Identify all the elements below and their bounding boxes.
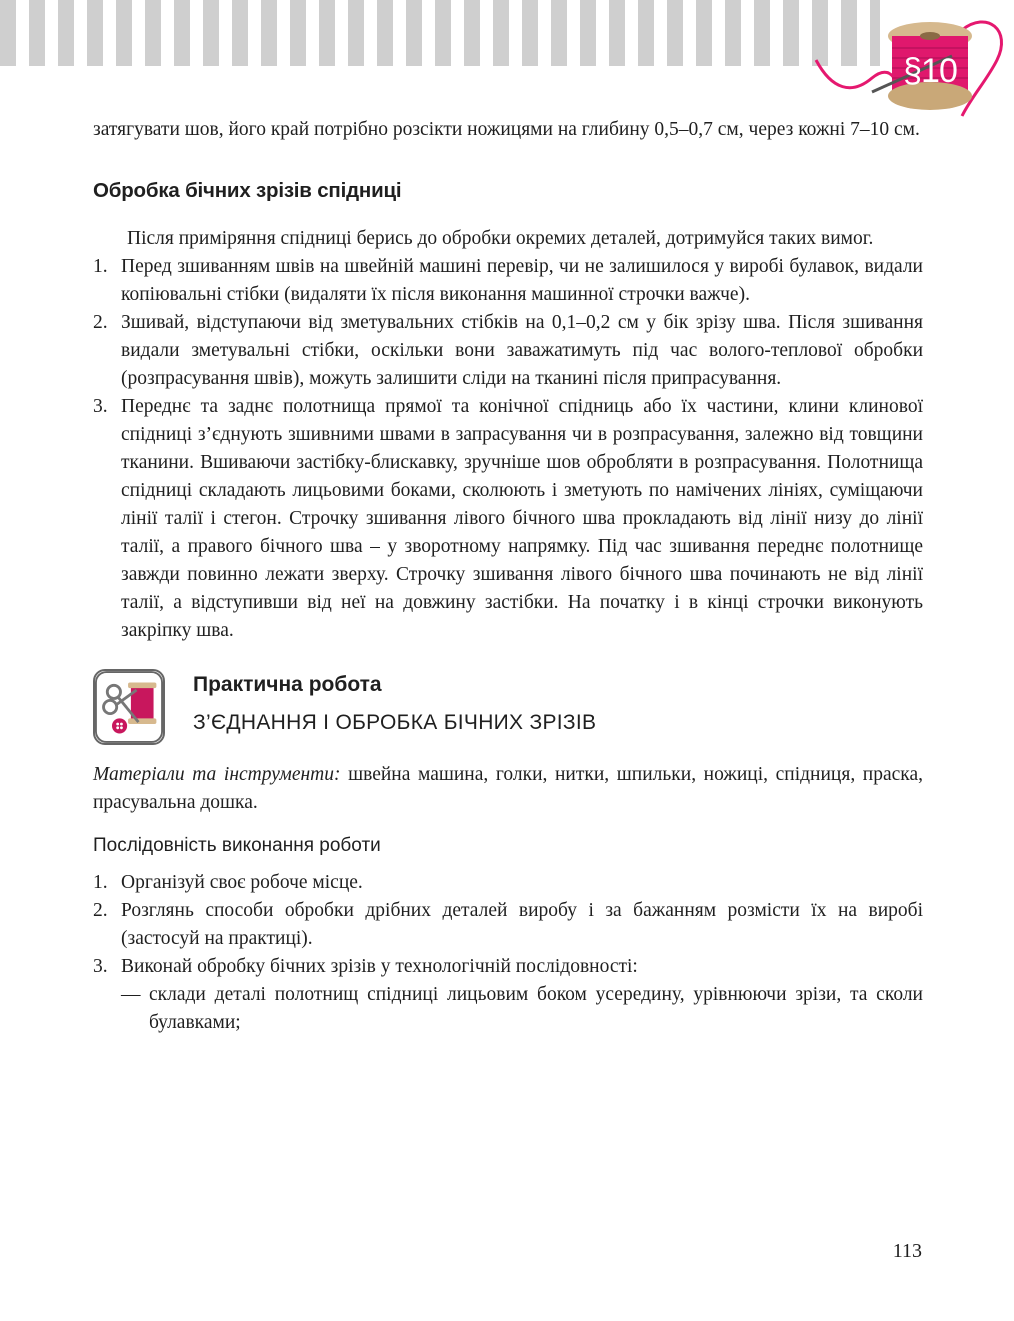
list-number: 2. [93, 312, 108, 333]
list-text: Зшивай, відступаючи від зметувальних стібків на 0,1–0,2 см у бік зрізу шва. Після зшивання видали зметувальні стібки, оскільки вони заважатимуть під час волого-теплової обробки (розпрасування швів), можуть залишити сліди на тканині після припрасування. [121, 312, 923, 389]
page-content [93, 116, 923, 1037]
list-item [93, 897, 923, 953]
list-number: 1. [93, 872, 108, 893]
dash-marker: — [121, 984, 141, 1005]
section-heading: Обробка бічних зрізів спідниці [93, 179, 402, 202]
sewing-tools-icon [93, 669, 165, 745]
list-item [93, 309, 923, 393]
practical-title: Практична робота [193, 673, 382, 696]
materials-text: швейна машина, голки, нитки, шпильки, ножиці, спідниця, праска, прасувальна дошка. [93, 764, 923, 813]
practical-work-block [93, 669, 923, 769]
practical-subtitle: З’ЄДНАННЯ І ОБРОБКА БІЧНИХ ЗРІЗІВ [193, 711, 597, 734]
sub-step [93, 981, 923, 1037]
page-number: 113 [892, 1240, 922, 1262]
list-text: Перед зшиванням швів на швейній машині перевір, чи не залишилося у виробі булавок, видали копіювальні стібки (видаляти їх після виконання машинної строчки важче). [121, 256, 923, 305]
requirements-list [93, 253, 923, 645]
list-number: 3. [93, 956, 108, 977]
materials-paragraph [93, 761, 923, 817]
materials-label: Матеріали та інструменти: [93, 764, 341, 785]
intro-paragraph: затягувати шов, його край потрібно розсікти ножицями на глибину 0,5–0,7 см, через кожні 7–10 см. [93, 119, 920, 140]
list-text: Виконай обробку бічних зрізів у технологічній послідовності: [121, 956, 638, 977]
section-lead: Після приміряння спідниці берись до обробки окремих деталей, дотримуйся таких вимог. [127, 228, 874, 249]
sequence-heading: Послідовність виконання роботи [93, 835, 381, 856]
paragraph-badge: §10 [903, 52, 957, 90]
sub-step-text: склади деталі полотнищ спідниці лицьовим боком усередину, урівнюючи зрізи, та сколи булавками; [149, 984, 923, 1033]
header-stripes [0, 0, 880, 66]
list-number: 1. [93, 256, 108, 277]
list-item [93, 253, 923, 309]
list-item [93, 953, 923, 981]
steps-list [93, 869, 923, 981]
list-number: 2. [93, 900, 108, 921]
list-item [93, 869, 923, 897]
list-text: Організуй своє робоче місце. [121, 872, 363, 893]
list-text: Розглянь способи обробки дрібних деталей виробу і за бажанням розмісти їх на виробі (застосуй на практиці). [121, 900, 923, 949]
list-number: 3. [93, 396, 108, 417]
list-item [93, 393, 923, 645]
list-text: Переднє та заднє полотнища прямої та конічної спідниць або їх частини, клини клинової спідниці з’єднують зшивними швами в запрасування чи в розпрасування, залежно від товщини тканини. Вшиваючи застібку-блискавку, зручніше шов обробляти в розпрасування. Полотнища спідниці складають лицьовими боками, сколюють і зметують по намічених лініях, суміщаючи лінії талії і стегон. Строчку зшивання лівого бічного шва прокладають від лінії низу до лінії талії, а правого бічного шва – у зворотному напрямку. Під час зшивання переднє полотнище завжди повинно лежати зверху. Строчку зшивання лівого бічного шва починають не від лінії талії, а відступивши від неї на довжину застібки. На початку і в кінці строчки виконують закріпку шва. [121, 396, 923, 641]
